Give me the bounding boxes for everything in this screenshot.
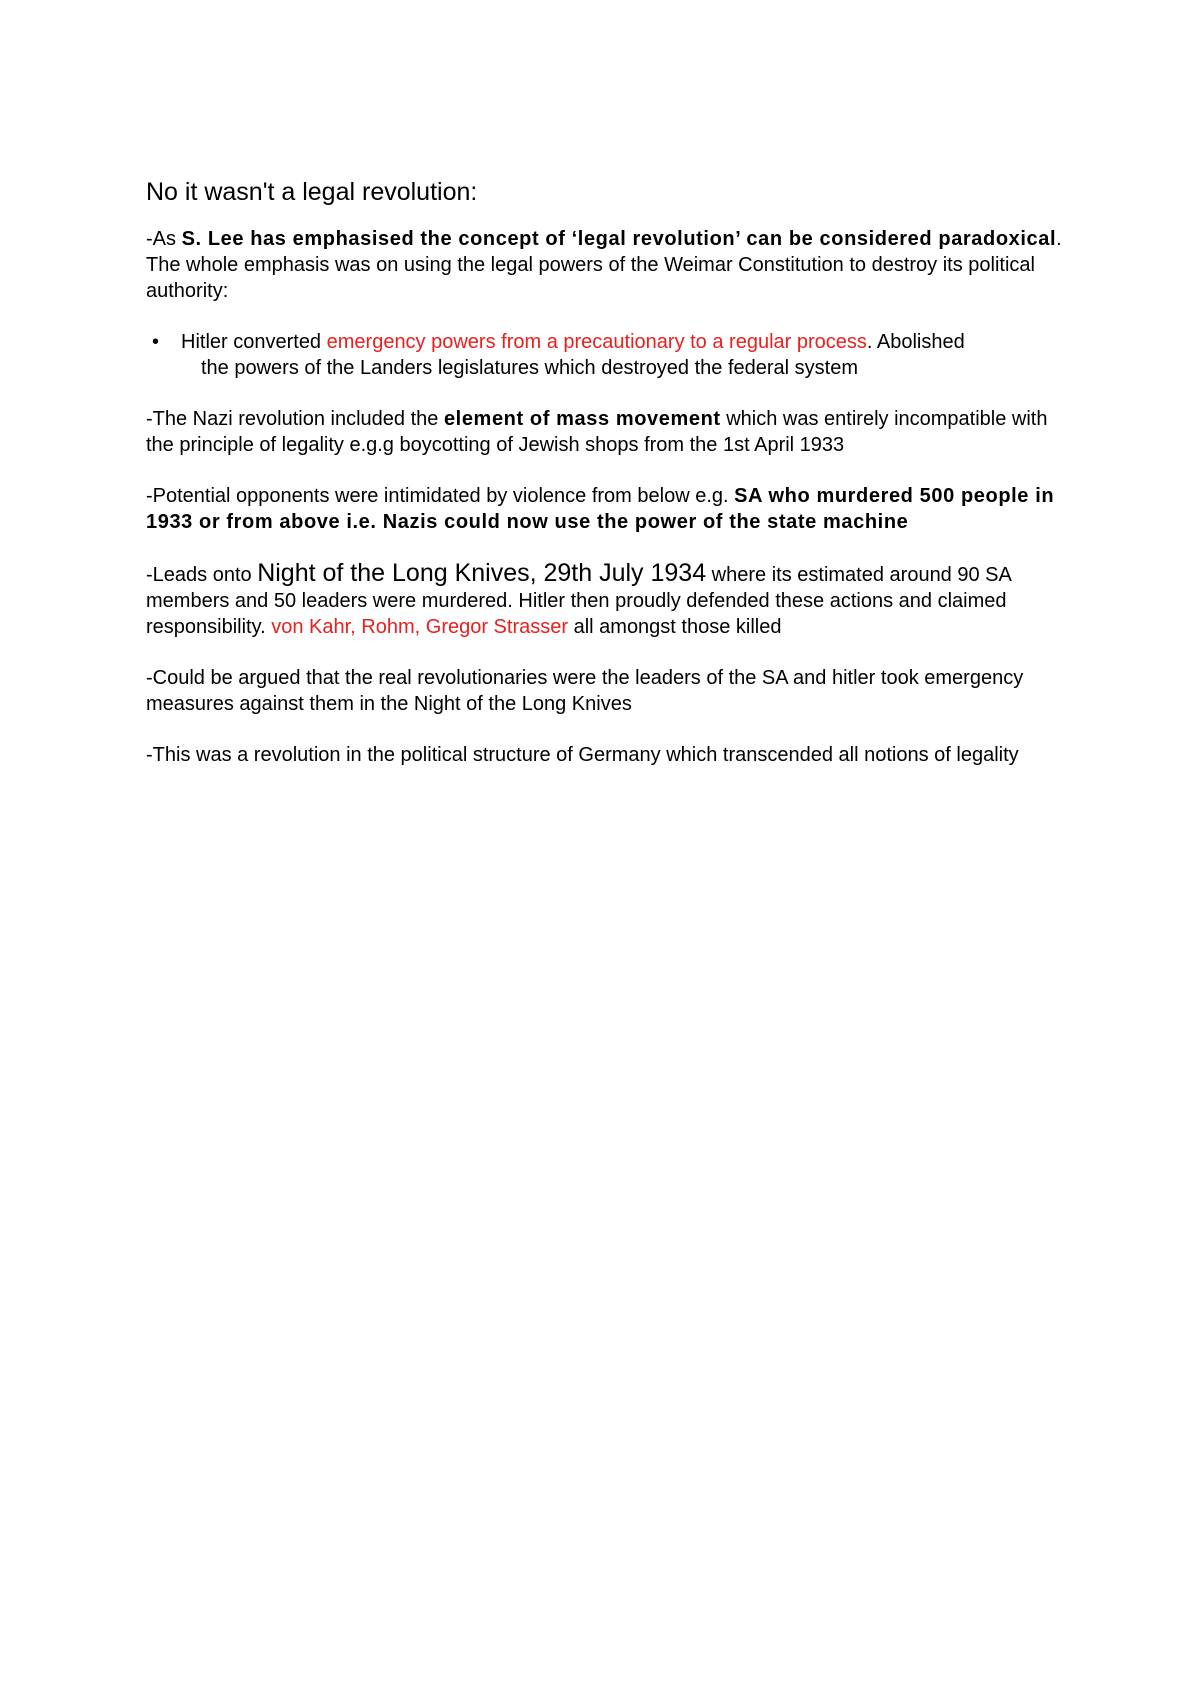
- paragraph-real-revolutionaries: -Could be argued that the real revolutionaries were the leaders of the SA and hitler took emergency measures against them in the Night of the Long Knives: [146, 667, 1024, 715]
- red-highlight: von Kahr, Rohm, Gregor Strasser: [271, 616, 569, 638]
- paragraph-text: all amongst those killed: [568, 616, 782, 638]
- bullet-icon: •: [152, 331, 160, 353]
- paragraph-intimidation: [146, 483, 1066, 535]
- bold-emphasis: SA who murdered 500 people in 1933 or from above i.e. Nazis could now use the power of the state machine: [146, 485, 1055, 533]
- paragraph-text: which was entirely incompatible with the principle of legality e.g.g boycotting of Jewish shops from the 1st April 1933: [146, 408, 1048, 456]
- paragraph-text: -Leads onto: [146, 564, 258, 586]
- paragraph-text: -As: [146, 228, 182, 250]
- bullet-text: . Abolished: [866, 331, 965, 353]
- bullet-list-item: [146, 329, 1066, 381]
- document-page: [146, 176, 1066, 793]
- bold-emphasis: element of mass movement: [443, 408, 721, 430]
- paragraph-text: -Potential opponents were intimidated by violence from below e.g.: [146, 485, 735, 507]
- paragraph-lee-paradox: [146, 226, 1066, 304]
- paragraph-long-knives: [146, 560, 1066, 640]
- bold-emphasis: S. Lee has emphasised the concept of ‘legal revolution’ can be considered paradoxical: [181, 228, 1057, 250]
- bullet-text: Hitler converted: [181, 331, 327, 353]
- paragraph-text: . The whole emphasis was on using the legal powers of the Weimar Constitution to destroy its political authority:: [146, 228, 1062, 302]
- red-highlight: emergency powers from a precautionary to a regular process: [326, 331, 867, 353]
- paragraph-mass-movement: [146, 406, 1066, 458]
- paragraph-text: where its estimated around 90 SA members and 50 leaders were murdered. Hitler then proudly defended these actions and claimed responsibility.: [146, 564, 1011, 638]
- bullet-continuation: the powers of the Landers legislatures which destroyed the federal system: [201, 357, 859, 379]
- document-title: No it wasn't a legal revolution:: [146, 178, 478, 206]
- paragraph-political-structure: -This was a revolution in the political structure of Germany which transcended all notions of legality: [146, 744, 1019, 766]
- paragraph-text: -The Nazi revolution included the: [146, 408, 444, 430]
- large-emphasis: Night of the Long Knives, 29th July 1934: [257, 559, 707, 587]
